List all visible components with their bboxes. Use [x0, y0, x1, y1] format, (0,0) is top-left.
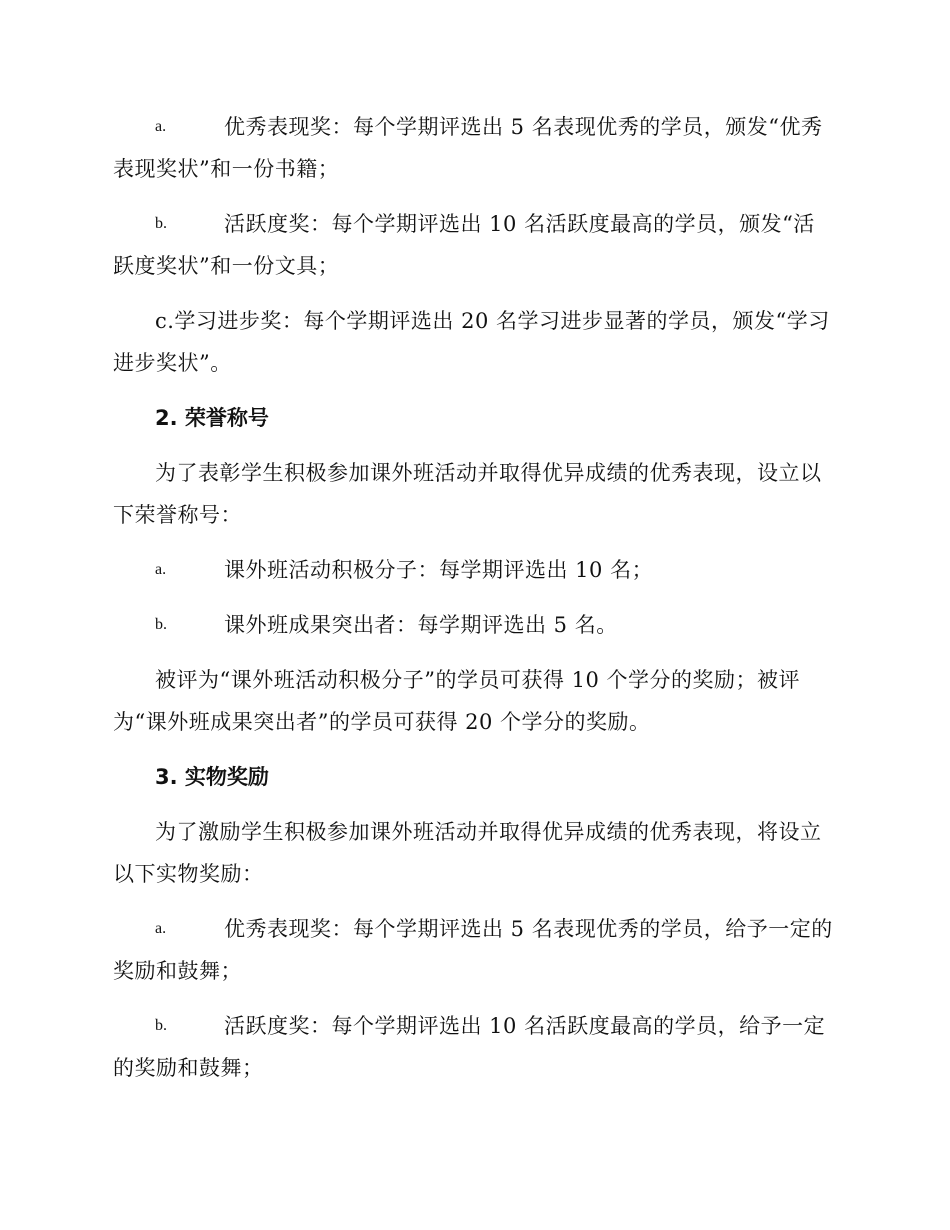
list-item-text-continued: 进步奖状”。: [113, 351, 232, 375]
list-marker: b.: [155, 1017, 167, 1034]
paragraph-line: 为了激励学生积极参加课外班活动并取得优异成绩的优秀表现，将设立: [155, 820, 822, 844]
list-marker: b.: [155, 616, 167, 633]
list-item-text-continued: 跃度奖状”和一份文具；: [113, 254, 340, 278]
list-marker: a.: [155, 118, 167, 135]
list-item-text: 活跃度奖：每个学期评选出 10 名活跃度最高的学员，颁发“活: [224, 212, 815, 236]
list-item-text: 优秀表现奖：每个学期评选出 5 名表现优秀的学员，颁发“优秀: [224, 115, 823, 139]
list-item-text-continued: 的奖励和鼓舞；: [113, 1056, 264, 1080]
paragraph-line: 为“课外班成果突出者”的学员可获得 20 个学分的奖励。: [113, 710, 651, 734]
section-heading: 3. 实物奖励: [155, 765, 269, 789]
paragraph-line: 以下实物奖励：: [113, 862, 264, 886]
section-heading: 2. 荣誉称号: [155, 406, 269, 430]
paragraph-line: 下荣誉称号：: [113, 503, 242, 527]
list-item-text: 活跃度奖：每个学期评选出 10 名活跃度最高的学员，给予一定: [224, 1014, 826, 1038]
list-item-text: 课外班活动积极分子：每学期评选出 10 名；: [224, 558, 654, 582]
list-marker: a.: [155, 561, 167, 578]
list-marker: b.: [155, 215, 167, 232]
list-item-text-continued: 奖励和鼓舞；: [113, 959, 242, 983]
list-item-text-continued: 表现奖状”和一份书籍；: [113, 157, 340, 181]
list-marker: a.: [155, 920, 167, 937]
list-item-text: 课外班成果突出者：每学期评选出 5 名。: [224, 613, 618, 637]
list-item-text: 优秀表现奖：每个学期评选出 5 名表现优秀的学员，给予一定的: [224, 917, 833, 941]
paragraph-line: 被评为“课外班活动积极分子”的学员可获得 10 个学分的奖励；被评: [155, 668, 801, 692]
paragraph-line: 为了表彰学生积极参加课外班活动并取得优异成绩的优秀表现，设立以: [155, 461, 822, 485]
list-item-text: c.学习进步奖：每个学期评选出 20 名学习进步显著的学员，颁发“学习: [155, 309, 830, 333]
